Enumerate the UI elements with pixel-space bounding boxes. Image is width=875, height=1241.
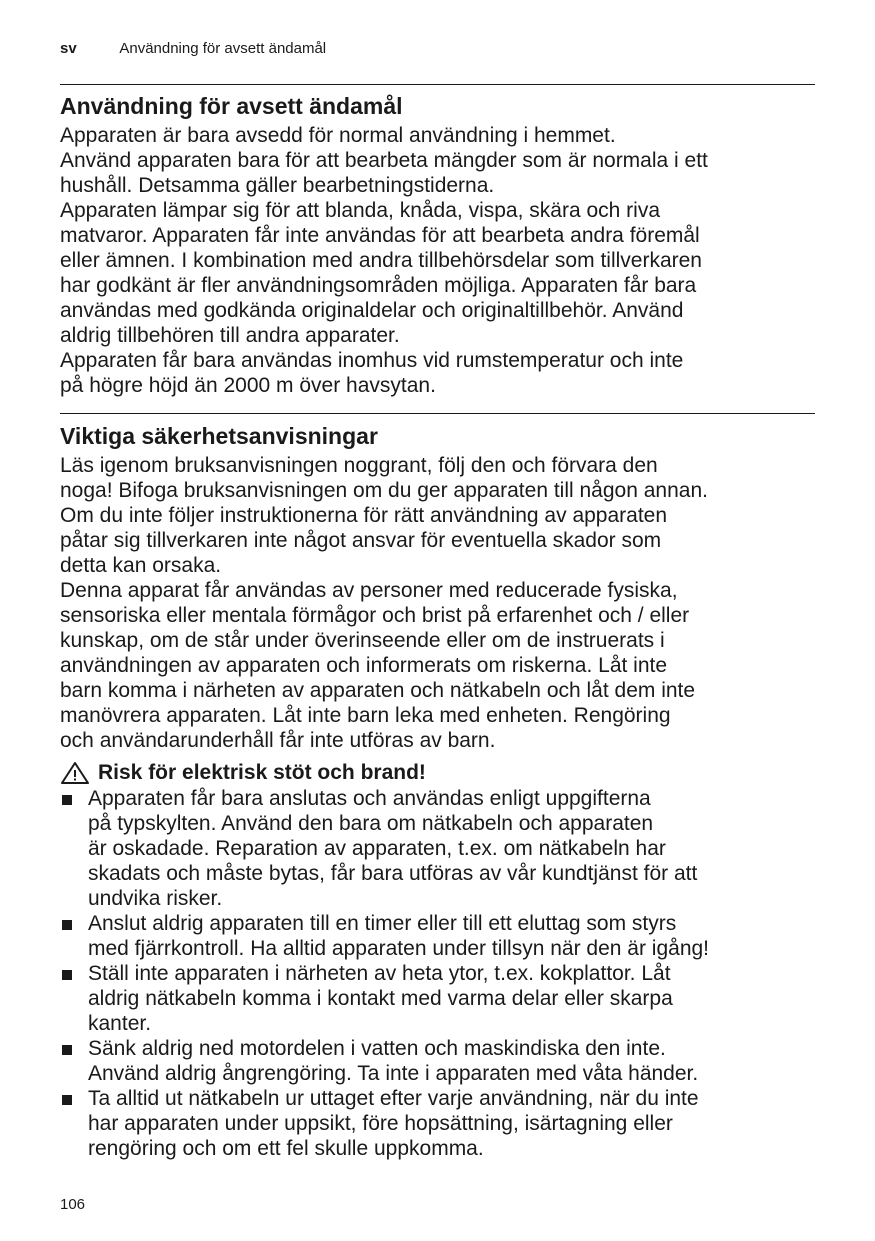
paragraph-line: användningen av apparaten och informerats om riskerna. Låt inte [60,654,668,677]
paragraph-line: kunskap, om de står under överinseende eller om de instruerats i [60,629,665,652]
paragraph-line: hushåll. Detsamma gäller bearbetningstiderna. [60,174,495,197]
paragraph-line: Apparaten får bara användas inomhus vid rumstemperatur och inte [60,349,684,372]
item-line: Ställ inte apparaten i närheten av heta ytor, t.ex. kokplattor. Låt [88,962,671,985]
header-title: Användning för avsett ändamål [119,40,327,57]
paragraph-line: Apparaten lämpar sig för att blanda, knåda, vispa, skära och riva [60,199,660,222]
section-safety [60,421,820,1161]
paragraph-line: aldrig tillbehören till andra apparater. [60,324,400,347]
list-item [60,786,820,911]
paragraph-line: noga! Bifoga bruksanvisningen om du ger apparaten till någon annan. [60,479,708,502]
paragraph-line: Denna apparat får användas av personer med reducerade fysiska, [60,579,678,602]
paragraph-line: eller ämnen. I kombination med andra tillbehörsdelar som tillverkaren [60,249,702,272]
item-line: kanter. [88,1012,152,1035]
item-line: aldrig nätkabeln komma i kontakt med varma delar eller skarpa [88,987,673,1010]
item-line: skadats och måste bytas, får bara utföras av vår kundtjänst för att [88,862,698,885]
item-line: på typskylten. Använd den bara om nätkabeln och apparaten [88,812,654,835]
item-line: Anslut aldrig apparaten till en timer eller till ett eluttag som styrs [88,912,677,935]
running-header [60,40,326,57]
list-item [60,961,820,1036]
paragraph-line: och användarunderhåll får inte utföras av barn. [60,729,496,752]
bullet-square-icon [62,1095,72,1105]
paragraph-line: påtar sig tillverkaren inte något ansvar för eventuella skador som [60,529,662,552]
paragraph-line: på högre höjd än 2000 m över havsytan. [60,374,436,397]
paragraph-line: sensoriska eller mentala förmågor och brist på erfarenhet och / eller [60,604,690,627]
item-line: är oskadade. Reparation av apparaten, t.ex. om nätkabeln har [88,837,666,860]
section-heading: Användning för avsett ändamål [60,93,403,119]
item-line: Sänk aldrig ned motordelen i vatten och maskindiska den inte. [88,1037,666,1060]
list-item [60,1036,820,1086]
paragraph-line: användas med godkända originaldelar och originaltillbehör. Använd [60,299,684,322]
bullet-square-icon [62,1045,72,1055]
list-item [60,1086,820,1161]
warning-title: Risk för elektrisk stöt och brand! [98,761,426,784]
section-intended-use [60,91,820,398]
section-divider [60,413,815,414]
item-line: Ta alltid ut nätkabeln ur uttaget efter varje användning, när du inte [88,1087,699,1110]
bullet-square-icon [62,920,72,930]
warning-heading [60,760,820,786]
section-heading: Viktiga säkerhetsanvisningar [60,423,378,449]
language-code: sv [60,40,77,57]
paragraph-line: detta kan orsaka. [60,554,222,577]
item-line: Använd aldrig ångrengöring. Ta inte i apparaten med våta händer. [88,1062,699,1085]
item-line: har apparaten under uppsikt, före hopsättning, isärtagning eller [88,1112,673,1135]
section-divider [60,84,815,85]
item-line: rengöring och om ett fel skulle uppkomma. [88,1137,484,1160]
paragraph-line: Om du inte följer instruktionerna för rätt användning av apparaten [60,504,668,527]
item-line: undvika risker. [88,887,223,910]
page-number: 106 [60,1196,86,1213]
paragraph-line: barn komma i närheten av apparaten och nätkabeln och låt dem inte [60,679,696,702]
bullet-square-icon [62,970,72,980]
paragraph-line: Använd apparaten bara för att bearbeta mängder som är normala i ett [60,149,708,172]
warning-list [60,786,820,1161]
warning-triangle-icon [60,761,90,785]
paragraph-line: manövrera apparaten. Låt inte barn leka med enheten. Rengöring [60,704,671,727]
item-line: med fjärrkontroll. Ha alltid apparaten under tillsyn när den är igång! [88,937,710,960]
paragraph-line: Apparaten är bara avsedd för normal användning i hemmet. [60,124,616,147]
list-item [60,911,820,961]
paragraph-line: har godkänt är fler användningsområden möjliga. Apparaten får bara [60,274,697,297]
paragraph-line: Läs igenom bruksanvisningen noggrant, följ den och förvara den [60,454,658,477]
item-line: Apparaten får bara anslutas och användas enligt uppgifterna [88,787,651,810]
paragraph-line: matvaror. Apparaten får inte användas för att bearbeta andra föremål [60,224,700,247]
bullet-square-icon [62,795,72,805]
